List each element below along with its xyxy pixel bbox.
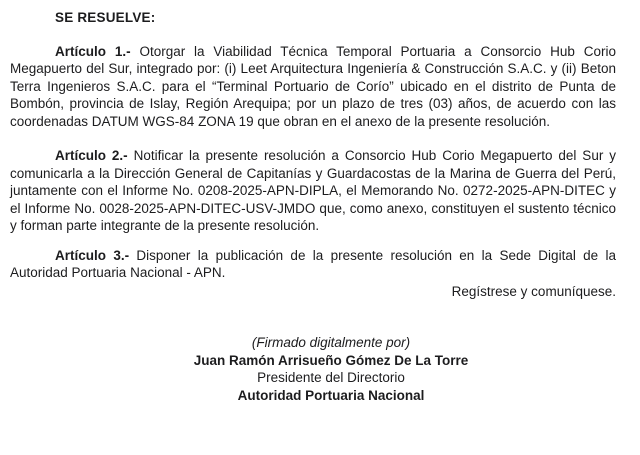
signer-organization: Autoridad Portuaria Nacional	[237, 387, 425, 403]
signer-title: Presidente del Directorio	[257, 370, 405, 385]
article-2-label: Artículo 2.-	[55, 148, 128, 163]
signature-block	[28, 334, 634, 404]
digitally-signed-note: (Firmado digitalmente por)	[251, 335, 411, 350]
resolve-heading: SE RESUELVE:	[55, 10, 156, 25]
signer-name: Juan Ramón Arrisueño Gómez De La Torre	[193, 352, 469, 368]
article-1-text: Otorgar la Viabilidad Técnica Temporal Portuaria a Consorcio Hub Corio Megapuerto del Sur, integrado por: (i) Leet Arquitectura Ingeniería & Construcción S.A.C. y (ii) Beton Terra Ingenieros S.A.C. para el “Terminal Portuario de Corío” ubicado en el distrito de Punta de Bombón, provincia de Islay, Región Arequipa; por un plazo de tres (03) años, de acuerdo con las coordenadas DATUM WGS-84 ZONA 19 que obran en el anexo de la presente resolución.	[10, 43, 616, 129]
article-1-paragraph	[10, 43, 616, 131]
article-3-text: Disponer la publicación de la presente resolución en la Sede Digital de la Autoridad Portuaria Nacional - APN.	[10, 247, 616, 280]
closing-statement: Regístrese y comuníquese.	[451, 283, 616, 299]
article-1-label: Artículo 1.-	[55, 43, 131, 59]
article-2-paragraph	[10, 147, 616, 235]
article-3-label: Artículo 3.-	[55, 247, 130, 263]
article-2-text: Notificar la presente resolución a Consorcio Hub Corio Megapuerto del Sur y comunicarla a la Dirección General de Capitanías y Guardacostas de la Marina de Guerra del Perú, juntamente con el Informe No. 0208-2025-APN-DIPLA, el Memorando No. 0272-2025-APN-DITEC y el Informe No. 0028-2025-APN-DITEC-USV-JMDO que, como anexo, constituyen el sustento técnico y forman parte integrante de la presente resolución.	[10, 148, 616, 233]
article-3-paragraph	[10, 247, 616, 282]
